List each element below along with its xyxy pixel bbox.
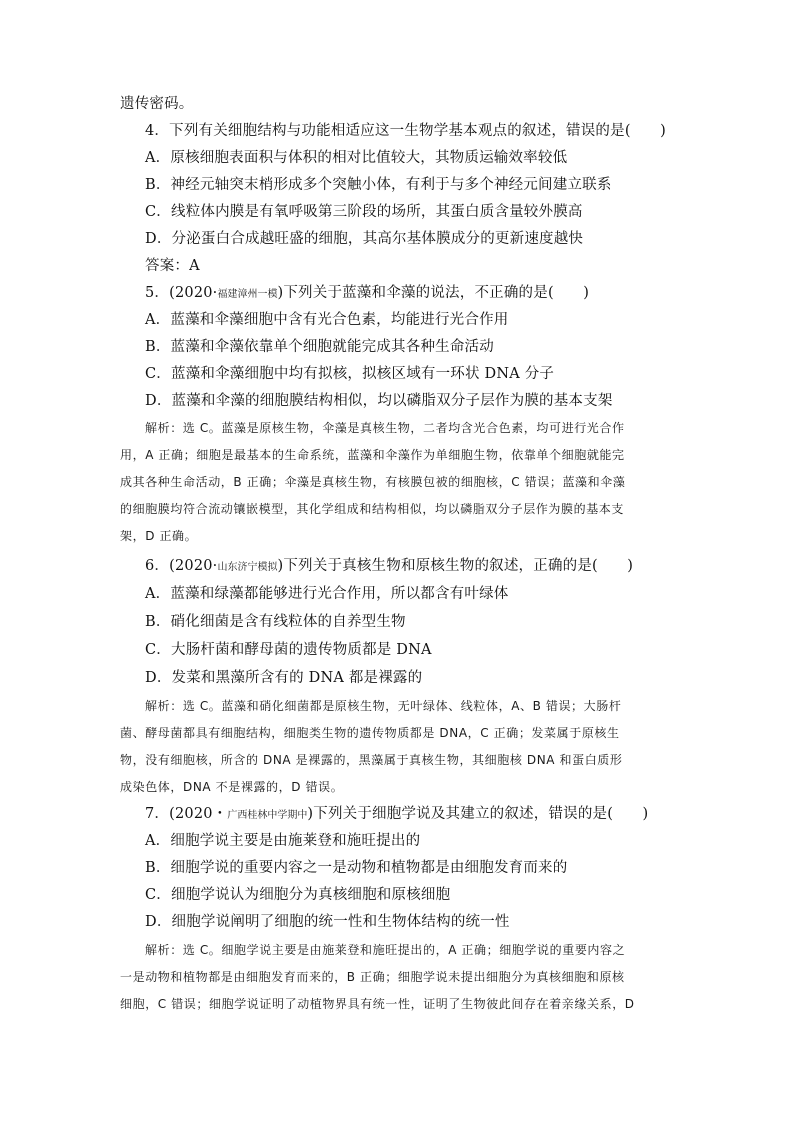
question-7-explanation: 一是动物和植物都是由细胞发育而来的，B 正确；细胞学说未提出细胞分为真核细胞和原核 — [120, 970, 625, 984]
question-7-option-a: A．细胞学说主要是由施莱登和施旺提出的 — [145, 833, 421, 849]
question-5-explanation: 的细胞膜均符合流动镶嵌模型，其化学组成和结构相似，均以磷脂双分子层作为膜的基本支 — [120, 502, 625, 516]
question-4-option-b: B．神经元轴突末梢形成多个突触小体，有利于与多个神经元间建立联系 — [145, 177, 612, 193]
question-7-option-b: B．细胞学说的重要内容之一是动物和植物都是由细胞发育而来的 — [145, 860, 568, 876]
question-7-option-c: C．细胞学说认为细胞分为真核细胞和原核细胞 — [145, 887, 451, 903]
question-7-stem — [145, 804, 648, 826]
question-number: 7．(2020・ — [145, 806, 228, 822]
question-5-explanation: 解析：选 C。蓝藻是原核生物，伞藻是真核生物，二者均含光合色素，均可进行光合作 — [145, 421, 625, 435]
question-4-option-c: C．线粒体内膜是有氧呼吸第三阶段的场所，其蛋白质含量较外膜高 — [145, 204, 583, 220]
text-line: 遗传密码。 — [120, 96, 194, 112]
question-number: 5．(2020· — [145, 285, 218, 301]
question-6-explanation: 成染色体，DNA 不是裸露的，D 错误。 — [120, 780, 344, 794]
question-source: 福建漳州一模 — [217, 289, 278, 300]
question-4-option-d: D．分泌蛋白合成越旺盛的细胞，其高尔基体膜成分的更新速度越快 — [145, 231, 584, 247]
question-6-stem — [145, 556, 633, 578]
question-4-answer: 答案：A — [145, 258, 200, 274]
question-5-explanation: 用，A 正确；细胞是最基本的生命系统，蓝藻和伞藻作为单细胞生物，依靠单个细胞就能完 — [120, 448, 625, 462]
question-5-explanation: 架，D 正确。 — [120, 529, 198, 543]
question-5-stem — [145, 283, 589, 305]
question-5-explanation: 成其各种生命活动，B 正确；伞藻是真核生物，有核膜包被的细胞核，C 错误；蓝藻和伞藻 — [120, 475, 626, 489]
question-6-option-b: B．硝化细菌是含有线粒体的自养型生物 — [145, 614, 406, 630]
question-6-option-a: A．蓝藻和绿藻都能够进行光合作用，所以都含有叶绿体 — [145, 586, 509, 602]
question-6-explanation: 菌、酵母菌都具有细胞结构，细胞类生物的遗传物质都是 DNA，C 正确；发菜属于原核生 — [120, 726, 620, 740]
question-7-option-d: D．细胞学说阐明了细胞的统一性和生物体结构的统一性 — [145, 914, 510, 930]
question-6-option-d: D．发菜和黑藻所含有的 DNA 都是裸露的 — [145, 670, 423, 686]
question-5-option-a: A．蓝藻和伞藻细胞中含有光合色素，均能进行光合作用 — [145, 312, 509, 328]
question-text: )下列关于真核生物和原核生物的叙述，正确的是( ) — [277, 558, 634, 574]
question-5-option-b: B．蓝藻和伞藻依靠单个细胞就能完成其各种生命活动 — [145, 339, 494, 355]
question-4-option-a: A．原核细胞表面积与体积的相对比值较大，其物质运输效率较低 — [145, 150, 568, 166]
question-6-explanation: 物，没有细胞核，所含的 DNA 是裸露的，黑藻属于真核生物，其细胞核 DNA 和蛋白质形 — [120, 753, 623, 767]
question-6-explanation: 解析：选 C。蓝藻和硝化细菌都是原核生物，无叶绿体、线粒体，A、B 错误；大肠杆 — [145, 699, 622, 713]
question-7-explanation: 细胞，C 错误；细胞学说证明了动植物界具有统一性，证明了生物彼此间存在着亲缘关系，D — [120, 997, 635, 1011]
question-text: )下列关于细胞学说及其建立的叙述，错误的是( ) — [307, 806, 649, 822]
question-7-explanation: 解析：选 C。细胞学说主要是由施莱登和施旺提出的，A 正确；细胞学说的重要内容之 — [145, 943, 626, 957]
question-source: 山东济宁模拟 — [217, 562, 278, 573]
question-number: 6．(2020· — [145, 558, 218, 574]
question-5-option-d: D．蓝藻和伞藻的细胞膜结构相似，均以磷脂双分子层作为膜的基本支架 — [145, 393, 613, 409]
question-6-option-c: C．大肠杆菌和酵母菌的遗传物质都是 DNA — [145, 642, 432, 658]
question-5-option-c: C．蓝藻和伞藻细胞中均有拟核，拟核区域有一环状 DNA 分子 — [145, 366, 555, 382]
question-source: 广西桂林中学期中 — [227, 810, 308, 821]
question-4-stem: 4．下列有关细胞结构与功能相适应这一生物学基本观点的叙述，错误的是( ) — [145, 123, 666, 139]
question-text: )下列关于蓝藻和伞藻的说法，不正确的是( ) — [277, 285, 590, 301]
